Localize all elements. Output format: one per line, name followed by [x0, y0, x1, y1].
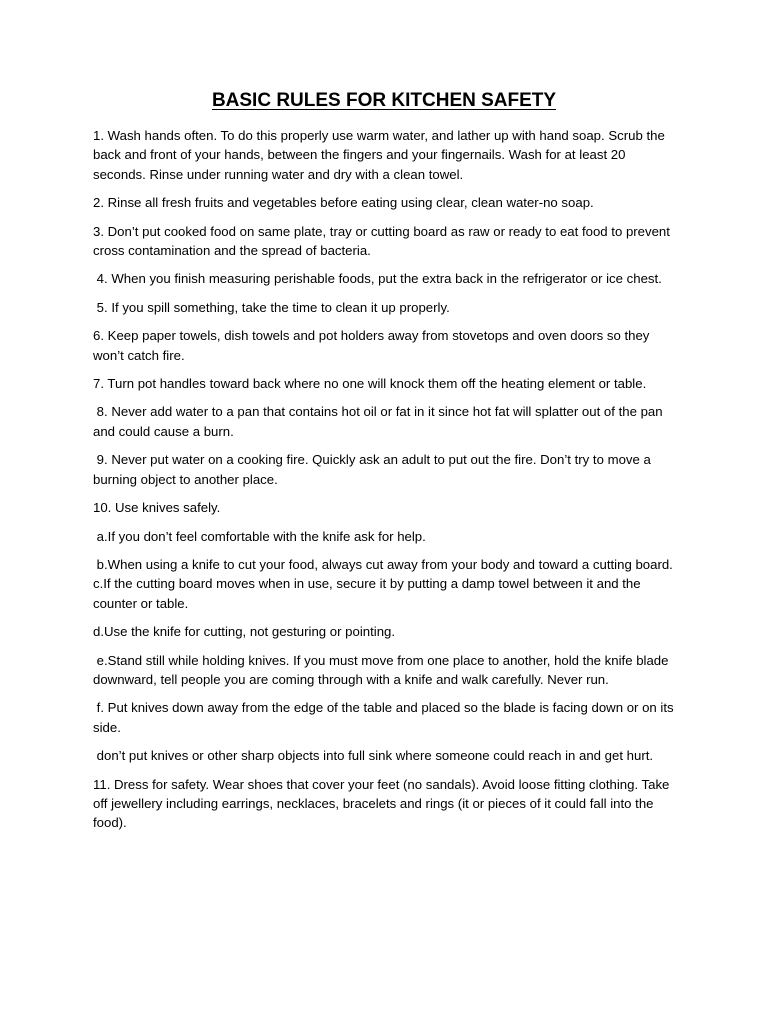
paragraph-rule-4: 4. When you finish measuring perishable foods, put the extra back in the refrigerator or ice chest. — [93, 271, 662, 287]
paragraph-rule-9: 9. Never put water on a cooking fire. Quickly ask an adult to put out the fire. Don’t try to move a burning object to another place. — [93, 452, 655, 487]
paragraph-rule-10: 10. Use knives safely. — [93, 500, 221, 516]
paragraph-rule-11: 11. Dress for safety. Wear shoes that cover your feet (no sandals). Avoid loose fitting clothing. Take off jewellery including earrings, necklaces, bracelets and rings (it or pieces of it could fall into the food). — [93, 776, 674, 831]
paragraph-rule-10g: don’t put knives or other sharp objects into full sink where someone could reach in and get hurt. — [93, 748, 654, 764]
paragraph-rule-8: 8. Never add water to a pan that contains hot oil or fat in it since hot fat will splatter out of the pan and could cause a burn. — [93, 404, 667, 439]
paragraph-rule-7: 7. Turn pot handles toward back where no one will knock them off the heating element or table. — [93, 376, 647, 392]
paragraph-rule-3: 3. Don’t put cooked food on same plate, tray or cutting board as raw or ready to eat food to prevent cross contamination and the spread of bacteria. — [93, 223, 674, 259]
paragraph-rule-1: 1. Wash hands often. To do this properly use warm water, and lather up with hand soap. Scrub the back and front of your hands, between the fingers and your fingernails. Wash for at least 20 seconds. Rinse under running water and dry with a clean towel. — [93, 128, 669, 182]
paragraph-rule-10d: d.Use the knife for cutting, not gesturing or pointing. — [93, 624, 396, 640]
paragraph-rule-6: 6. Keep paper towels, dish towels and pot holders away from stovetops and oven doors so they won’t catch fire. — [93, 328, 654, 363]
paragraph-rule-10a: a.If you don’t feel comfortable with the knife ask for help. — [93, 528, 426, 544]
paragraph-rule-10e: e.Stand still while holding knives. If you must move from one place to another, hold the knife blade downward, tell people you are coming through with a knife and walk carefully. Never run. — [93, 652, 673, 687]
paragraph-rule-10b-c: b.When using a knife to cut your food, always cut away from your body and toward a cutting board. c.If the cutting board moves when in use, secure it by putting a damp towel between it and the counter or table. — [93, 556, 677, 611]
document-body — [93, 126, 681, 842]
page-title: BASIC RULES FOR KITCHEN SAFETY — [211, 90, 557, 111]
paragraph-rule-10f: f. Put knives down away from the edge of the table and placed so the blade is facing down or on its side. — [93, 700, 678, 735]
paragraph-rule-5: 5. If you spill something, take the time to clean it up properly. — [93, 299, 450, 315]
paragraph-rule-2: 2. Rinse all fresh fruits and vegetables before eating using clear, clean water-no soap. — [93, 195, 594, 211]
